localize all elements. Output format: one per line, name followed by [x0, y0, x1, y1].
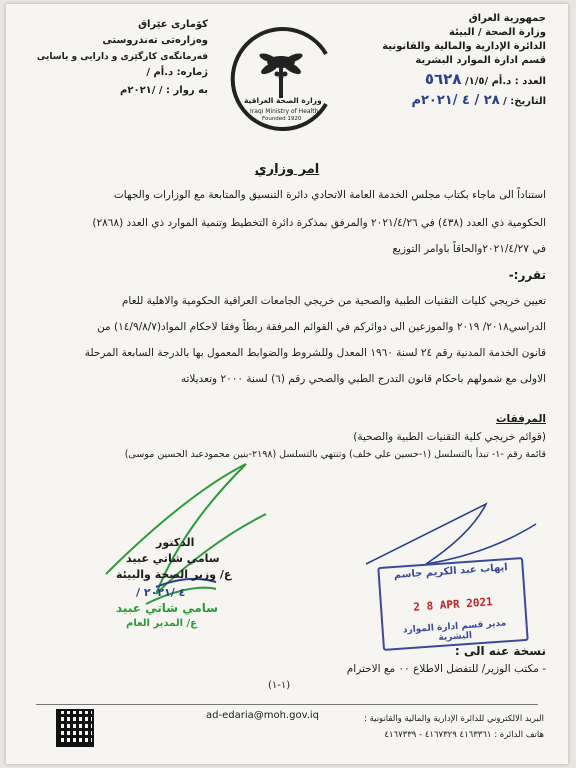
header-kurdish-country: كۆماری عێراق	[138, 19, 208, 30]
header-kurdish-number: ژمارە: د.أم /	[146, 67, 208, 78]
date-value: ٢٨ / ٤ /٢٠٢١م	[411, 93, 500, 108]
logo-name-en: Iraqi Ministry of Health	[250, 108, 319, 115]
copy-item1: - مكتب الوزير/ للتفضل الاطلاع ٠٠ مع الاحترام	[346, 663, 546, 675]
stamp-name: ايهاب عبد الكريم جاسم	[393, 562, 509, 582]
header-ministry: وزارة الصحة / البيئة	[449, 27, 546, 38]
body-paragraph1-line1: استناداً الى ماجاء بكتاب مجلس الخدمة العامة الاتحادي دائرة التنسيق والمتابعة مع الوزارات والجهات	[113, 189, 546, 201]
copy-heading: نسخة عنه الى :	[454, 644, 546, 658]
attachments-item1: (قوائم خريجي كلية التقنيات الطبية والصحية)	[353, 431, 546, 443]
decision-heading: تقرر:-	[508, 268, 546, 282]
signature-title: الدكتور	[156, 536, 195, 549]
page-number: (١-١)	[268, 680, 291, 691]
body-paragraph2-line4: الاولى مع شمولهم باحكام قانون التدرج الطبي والصحي رقم (٦) لسنة ٢٠٠٠ وتعديلاته	[180, 373, 546, 385]
number-value: ٥٦٢٨	[424, 70, 462, 88]
logo-founded: Founded 1920	[262, 116, 302, 122]
body-paragraph2-line2: الدراسي٢٠١٨/ ٢٠١٩ والموزعين الى دوائركم في القوائم المرفقة ربطاً وفقا لاحكام المواد(١٤/٩/٨/٧) من	[97, 321, 546, 333]
footer-email: ad-edaria@moh.gov.iq	[206, 710, 320, 721]
stamp-role: مدير قسم ادارة الموارد البشرية	[402, 618, 507, 644]
footer-divider	[36, 704, 538, 705]
body-paragraph1-line2: الحكومية ذي العدد (٤٣٨) في ٢٠٢١/٤/٢٦ والمرفق بمذكرة دائرة التخطيط وتنمية الموارد ذي العدد (٢٨٦٨)	[92, 217, 546, 229]
header-department: الدائرة الإدارية والمالية والقانونية	[382, 41, 546, 52]
date-label: التاريخ: /	[503, 96, 546, 107]
signature-date: / ٤ /٢٠٢١	[136, 586, 186, 599]
body-paragraph2-line3: قانون الخدمة المدنية رقم ٢٤ لسنة ١٩٦٠ المعدل وللشروط والضوابط المعمول بها بالدرجة السابعة المرحلة	[84, 347, 546, 359]
body-paragraph1-line3: في ٢٠٢١/٤/٢٧والحاقاً باوامر التوزيع	[392, 243, 546, 255]
attachments-heading: المرفقات	[495, 413, 546, 425]
document-title: امر وزاري	[254, 162, 320, 177]
header-country: جمهورية العراق	[468, 13, 546, 24]
signature-role: ع/ وزير الصحة والبيئة	[116, 568, 232, 581]
header-kurdish-date: بە روار : / /٢٠٢١م	[120, 85, 208, 96]
stamp-date: 2 8 APR 2021	[412, 595, 494, 614]
attachments-item2: قائمة رقم -١- تبدأ بالتسلسل (١-حسين علي خلف) وتنتهي بالتسلسل (٢١٩٨-بنين محمودعبد الحسين موسى)	[124, 449, 546, 460]
signature-name: سامي شاتي عبيد	[126, 552, 220, 565]
body-paragraph2-line1: تعيين خريجي كليات التقنيات الطبية والصحية من خريجي الجامعات العراقية الحكومية والاهلية للعام	[121, 295, 546, 307]
qr-code-icon	[56, 709, 94, 747]
header-section: قسم ادارة الموارد البشرية	[415, 55, 546, 66]
received-stamp	[377, 557, 529, 651]
header-kurdish-department: فەرمانگەی کارگێری و دارایی و یاسایی	[36, 52, 208, 62]
footer-email-label: البريد الالكتروني للدائرة الإدارية والمالية والقانونية :	[364, 714, 544, 724]
footer-phone: هاتف الدائرة : ٤١٦٣٣٦١ ٤١٦٧٣٢٩ - ٤١٦٧٣٣٩	[384, 730, 544, 740]
signature-handstamp-role: ع/ المدير العام	[126, 618, 197, 629]
logo-name-ar: وزارة الصحة العراقية	[244, 96, 322, 105]
signature-handstamp-name: سامي شاتي عبيد	[116, 601, 219, 615]
document-page	[6, 4, 568, 764]
number-label: العدد : د.أم /١/٥/	[464, 76, 546, 87]
header-kurdish-ministry: وەزارەتی تەندروستی	[102, 35, 208, 46]
